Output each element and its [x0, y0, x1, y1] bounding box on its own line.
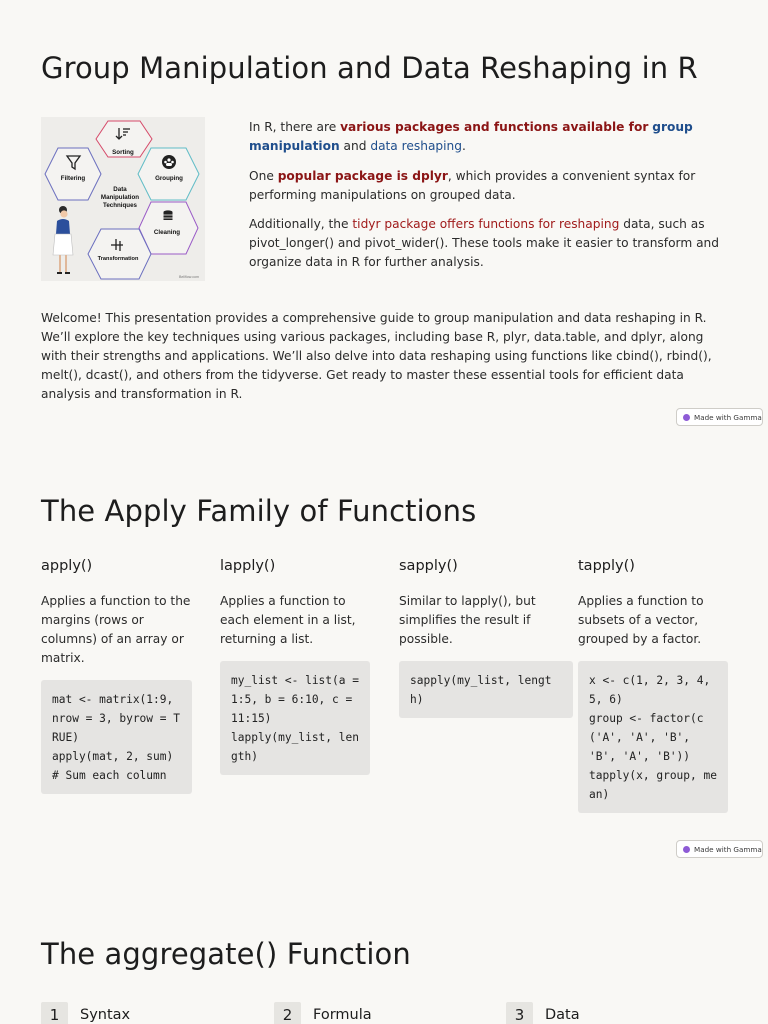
column-lapply — [220, 558, 372, 775]
badge-label: Made with Gamma — [694, 412, 762, 422]
step-label: Formula — [313, 1006, 372, 1023]
step-label: Syntax — [80, 1006, 131, 1023]
made-with-gamma-badge[interactable] — [676, 840, 763, 858]
center-label-2: Manipulation — [100, 194, 140, 201]
center-label-3: Techniques — [103, 202, 137, 209]
column-description: Applies a function to subsets of a vector, grouped by a factor. — [578, 594, 704, 646]
hex-label-grouping: Grouping — [155, 175, 183, 182]
slide-2-title: The Apply Family of Functions — [41, 494, 477, 528]
step-number: 1 — [41, 1002, 68, 1024]
column-tapply — [578, 558, 730, 813]
hex-transformation — [88, 229, 151, 279]
step-label: Data — [545, 1006, 580, 1023]
hex-label-filtering: Filtering — [60, 175, 86, 182]
slide-1-title: Group Manipulation and Data Reshaping in R — [41, 51, 698, 85]
hex-label-transformation: Transformation — [97, 256, 139, 262]
person-illustration — [53, 206, 73, 274]
image-credit: Bellflow.com — [179, 275, 199, 279]
column-description: Applies a function to the margins (rows or columns) of an array or matrix. — [41, 594, 191, 665]
step-syntax — [41, 1002, 130, 1024]
column-apply — [41, 558, 193, 794]
code-block: my_list <- list(a = 1:5, b = 6:10, c = 11:15) lapply(my_list, length) — [220, 661, 370, 775]
hex-label-cleaning: Cleaning — [153, 229, 181, 236]
step-number: 2 — [274, 1002, 301, 1024]
made-with-gamma-badge[interactable] — [676, 408, 763, 426]
column-description: Applies a function to each element in a list, returning a list. — [220, 594, 356, 646]
step-formula — [274, 1002, 372, 1024]
hex-cleaning — [139, 202, 198, 254]
database-icon — [164, 210, 173, 220]
welcome-paragraph: Welcome! This presentation provides a comprehensive guide to group manipulation and data reshaping in R. We’ll explore the key techniques using various packages, including base R, plyr, data.table, and dplyr, along with their strengths and applications. We’ll also delve into data reshaping using functions like cbind(), rbind(), melt(), dcast(), and others from the tidyverse. Get ready to master these essential tools for efficient data analysis and transformation in R. — [41, 311, 712, 401]
column-sapply — [399, 558, 551, 718]
intro-paragraph-2: One popular package is dplyr, which provides a convenient syntax for performing manipulations on grouped data. — [249, 169, 696, 202]
slide-3-title: The aggregate() Function — [41, 937, 411, 971]
intro-paragraph-3: Additionally, the tidyr package offers functions for reshaping data, such as pivot_longer() and pivot_wider(). These tools make it easier to transform and organize data in R for further analysis. — [249, 217, 719, 269]
column-description: Similar to lapply(), but simplifies the result if possible. — [399, 594, 536, 646]
badge-label: Made with Gamma — [694, 844, 762, 854]
gamma-logo-icon — [683, 414, 690, 421]
gamma-logo-icon — [683, 846, 690, 853]
hex-label-sorting: Sorting — [112, 149, 134, 156]
group-icon — [162, 155, 176, 169]
intro-paragraph-1: In R, there are various packages and functions available for group manipulation and data reshaping. — [249, 120, 693, 153]
step-number: 3 — [506, 1002, 533, 1024]
column-title: tapply() — [578, 558, 635, 574]
code-block: x <- c(1, 2, 3, 4, 5, 6) group <- factor(c('A', 'A', 'B', 'B', 'A', 'B')) tapply(x, group, mean) — [578, 661, 728, 813]
step-data — [506, 1002, 580, 1024]
column-title: lapply() — [220, 558, 276, 574]
column-title: apply() — [41, 558, 93, 574]
data-manipulation-image — [41, 117, 205, 281]
center-label-1: Data — [113, 186, 127, 193]
code-block: sapply(my_list, length) — [399, 661, 573, 718]
code-block: mat <- matrix(1:9, nrow = 3, byrow = TRUE) apply(mat, 2, sum) # Sum each column — [41, 680, 192, 794]
column-title: sapply() — [399, 558, 458, 574]
